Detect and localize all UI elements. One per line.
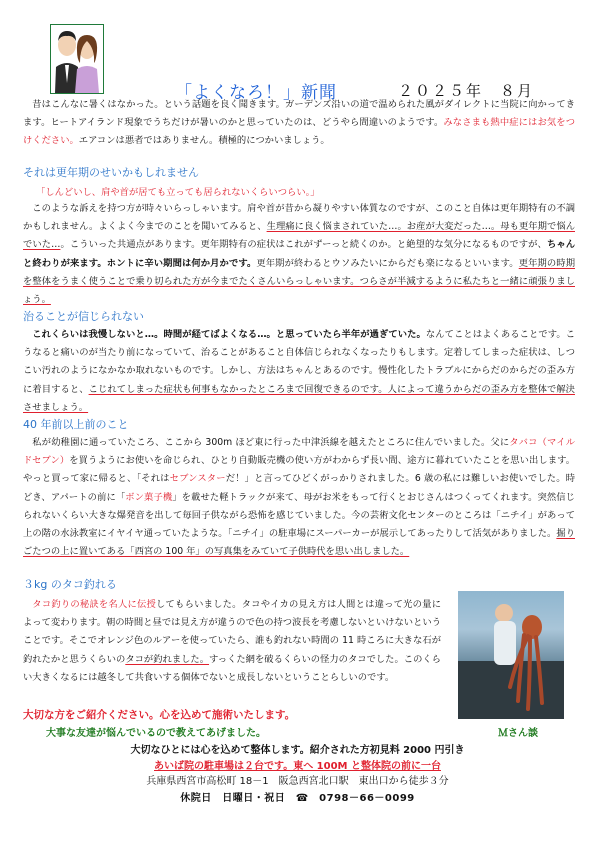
section-heading-memories: 40 年前以上前のこと (23, 418, 129, 431)
octopus-paragraph: タコ釣りの秘訣を名人に伝授してもらいました。タコやイカの見え方は人間とは違って光の量によって変わります。朝の時間と昼では見え方が違うので色の持つ波長を考慮しないといけないということです。そこでオレンジ色のルアーを使っていたら、誰も釣れない時間の 11 時ころに大きな石が釣れたかと思うくらいのタコが釣れました。すっくた網を破るくらいの怪力のタコでした。このくらい大きくなるには越冬して共食いする個体でないと成長しないということらしいのです。 (23, 599, 441, 683)
referral-offer: 大切なひとには心を込めて整体します。紹介された方初見料 2000 円引き (130, 745, 465, 756)
patient-quote: 「しんどいし、肩や首が居ても立っても居られないくらいつらい。」 (36, 187, 320, 198)
testimonial-author: Ｍさん談 (498, 728, 538, 739)
clinic-logo-portrait (50, 24, 104, 94)
section-heading-menopause: それは更年期のせいかもしれません (23, 166, 199, 179)
testimonial-text: 大事な友達が悩んでいるので教えてあげました。 (46, 728, 266, 739)
referral-call: 大切な方をご紹介ください。心を込めて施術いたします。 (23, 709, 296, 721)
section-heading-healing: 治ることが信じられない (23, 310, 144, 323)
section-heading-octopus: ３kg のタコ釣れる (23, 578, 117, 591)
newsletter-title: 「よくなろ！」新聞 (175, 83, 337, 103)
issue-date: ２０２５年 ８月 (398, 82, 535, 100)
clinic-hours-phone: 休院日 日曜日・祝日 ☎ 0798－66－0099 (180, 793, 415, 804)
octopus-catch-photo (458, 591, 564, 719)
memories-paragraph: 私が幼稚園に通っていたころ、ここから 300m ほど東に行った中津浜線を越えたところに住んでいました。父にタバコ（マイルドセブン）を買うようにお使いを命じられ、ひとり自動販売機の使い方がわからず長い間、途方に暮れていたことを思い出します。やっと買って家に帰ると、「それはセブンスターだ！」と言ってひどくがっかりされました。6 歳の私には難しいお使いでした。時どき、アパートの前に「ボン菓子機」を載せた軽トラックが来て、母がお米をもって行くとおじさんはつくってくれます。突然信じられないくらい大きな爆発音を出して毎回子供ながら恐怖を感じていました。今の芸術文化センターのところは「ニチイ」があって上の階の水泳教室にイヤイヤ通っていたような。「ニチイ」の駐車場にスーパーカーが展示してあったりして活気がありました。掘りごたつの上に置いてある「西宮の 100 年」の写真集をみていて子供時代を思い出しました。 (23, 437, 575, 558)
heatstroke-warning: みなさまも熱中症にはお気をつけください。 (23, 117, 575, 147)
intro-paragraph: 昔はこんなに暑くはなかった。という話題を良く聞きます。ガーデンズ沿いの道で温められた風がダイレクトに当院に向かってきます。ヒートアイランド現象でうちだけが暑いのかと思っていたのは、どうやら間違いのようです。みなさまも熱中症にはお気をつけください。エアコンは悪者ではありません。積極的につかいましょう。 (23, 99, 575, 147)
healing-paragraph: これくらいは我慢しないと…。時間が経てばよくなる…。と思っていたら半年が過ぎていた。なんてことはよくあることです。こうなると痛いのが当たり前になっていて、治ることがあること自体信じられなくなったりもします。定着してしまった症状は、しつこい汚れのようになかなか取れないものです。しかし、方法はちゃんとあるのです。慢性化したトラブルにからだのからだの歪み方に着目すると、こじれてしまった症状も何事もなかったところまで回復できるのです。人によって違うからだの歪み方を整体で解決させましょう。 (23, 329, 575, 413)
menopause-paragraph: このような訴えを持つ方が時々いらっしゃいます。肩や首が昔から凝りやすい体質なのですが、このこと自体は更年期特有の不調かもしれません。よくよく今までのことを聞いてみると、生理痛に良く悩まされていた…。お産が大変だった…。母も更年期で悩んでいた…。こういった共通点があります。更年期特有の症状はこれがずーっと続くのか。と絶望的な気分になるものですが、ちゃんと終わりが来ます。ホントに辛い期間は何か月かです。更年期が終わるとウソみたいにからだも楽になるといいます。更年期の時期を整体をうまく使うことで乗り切られた方が今までたくさんいらっしゃいます。つらさが半減するように私たちと一緒に頑張りましょう。 (23, 203, 575, 306)
clinic-address: 兵庫県西宮市高松町 18－1 阪急西宮北口駅 東出口から徒歩３分 (146, 776, 449, 787)
parking-info: あいば院の駐車場は２台です。東へ 100M と整体院の前に一台 (154, 761, 441, 772)
